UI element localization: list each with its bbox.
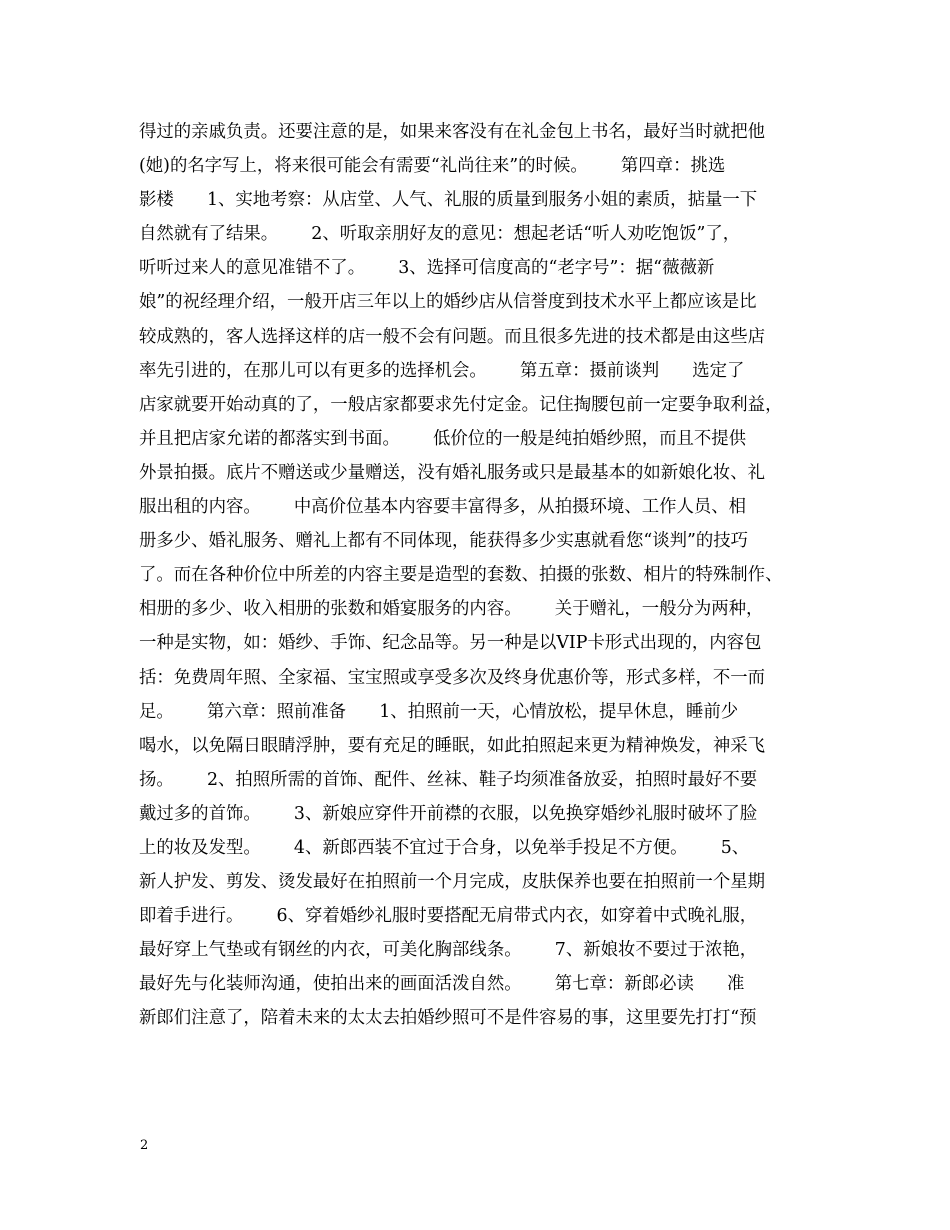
page-number: 2 (140, 1138, 149, 1153)
text-line: 听听过来人的意见准错不了。 3、选择可信度高的“老字号”：据“薇薇新 (139, 258, 715, 279)
text-line: 足。 第六章：照前准备 1、拍照前一天，心情放松，提早休息，睡前少 (139, 701, 739, 722)
text-line: 上的妆及发型。 4、新郎西装不宜过于合身，以免举手投足不方便。 5、 (139, 837, 750, 858)
text-line: 率先引进的，在那儿可以有更多的选择机会。 第五章：摄前谈判 选定了 (139, 360, 745, 381)
text-line: 娘”的祝经理介绍，一般开店三年以上的婚纱店从信誉度到技术水平上都应该是比 (139, 292, 757, 313)
body-text (139, 115, 829, 1036)
text-line: 一种是实物，如：婚纱、手饰、纪念品等。另一种是以VIP卡形式出现的，内容包 (139, 633, 762, 654)
text-line: 最好穿上气垫或有钢丝的内衣，可美化胸部线条。 7、新娘妆不要过于浓艳， (139, 940, 758, 961)
text-line: 得过的亲戚负责。还要注意的是，如果来客没有在礼金包上书名，最好当时就把他 (139, 122, 766, 142)
text-line: 了。而在各种价位中所差的内容主要是造型的套数、拍摄的张数、相片的特殊制作、 (139, 565, 783, 586)
text-line: 最好先与化装师沟通，使拍出来的画面活泼自然。 第七章：新郎必读 准 (139, 974, 745, 995)
text-line: 册多少、婚礼服务、赠礼上都有不同体现，能获得多少实惠就看您“谈判”的技巧 (139, 531, 749, 552)
text-line: 服出租的内容。 中高价位基本内容要丰富得多，从拍摄环境、工作人员、相 (139, 497, 747, 518)
text-line: 相册的多少、收入相册的张数和婚宴服务的内容。 关于赠礼，一般分为两种， (139, 599, 764, 620)
text-line: 新人护发、剪发、烫发最好在拍照前一个月完成，皮肤保养也要在拍照前一个星期 (139, 872, 766, 893)
text-line: 戴过多的首饰。 3、新娘应穿件开前襟的衣服，以免换穿婚纱礼服时破坏了脸 (139, 803, 758, 824)
text-line: 店家就要开始动真的了，一般店家都要求先付定金。记住掏腰包前一定要争取利益， (139, 394, 783, 415)
text-line: 外景拍摄。底片不赠送或少量赠送，没有婚礼服务或只是最基本的如新娘化妆、礼 (139, 462, 766, 483)
text-line: 影楼 1、实地考察：从店堂、人气、礼服的质量到服务小姐的素质，掂量一下 (139, 190, 758, 211)
text-line: 自然就有了结果。 2、听取亲朋好友的意见：想起老话“听人劝吃饱饭”了， (139, 224, 741, 245)
text-line: 喝水，以免隔日眼睛浮肿，要有充足的睡眠，如此拍照起来更为精神焕发，神采飞 (139, 735, 766, 756)
text-line: 扬。 2、拍照所需的首饰、配件、丝袜、鞋子均须准备放妥，拍照时最好不要 (139, 769, 758, 790)
text-line: 新郎们注意了，陪着未来的太太去拍婚纱照可不是件容易的事，这里要先打打“预 (139, 1008, 757, 1029)
text-line: 较成熟的，客人选择这样的店一般不会有问题。而且很多先进的技术都是由这些店 (139, 326, 766, 347)
text-line: (她)的名字写上，将来很可能会有需要“礼尚往来”的时候。 第四章：挑选 (139, 156, 726, 177)
text-line: 并且把店家允诺的都落实到书面。 低价位的一般是纯拍婚纱照，而且不提供 (139, 428, 747, 449)
text-line: 即着手进行。 6、穿着婚纱礼服时要搭配无肩带式内衣，如穿着中式晚礼服， (139, 906, 758, 927)
text-line: 括：免费周年照、全家福、宝宝照或享受多次及终身优惠价等，形式多样，不一而 (139, 667, 766, 688)
